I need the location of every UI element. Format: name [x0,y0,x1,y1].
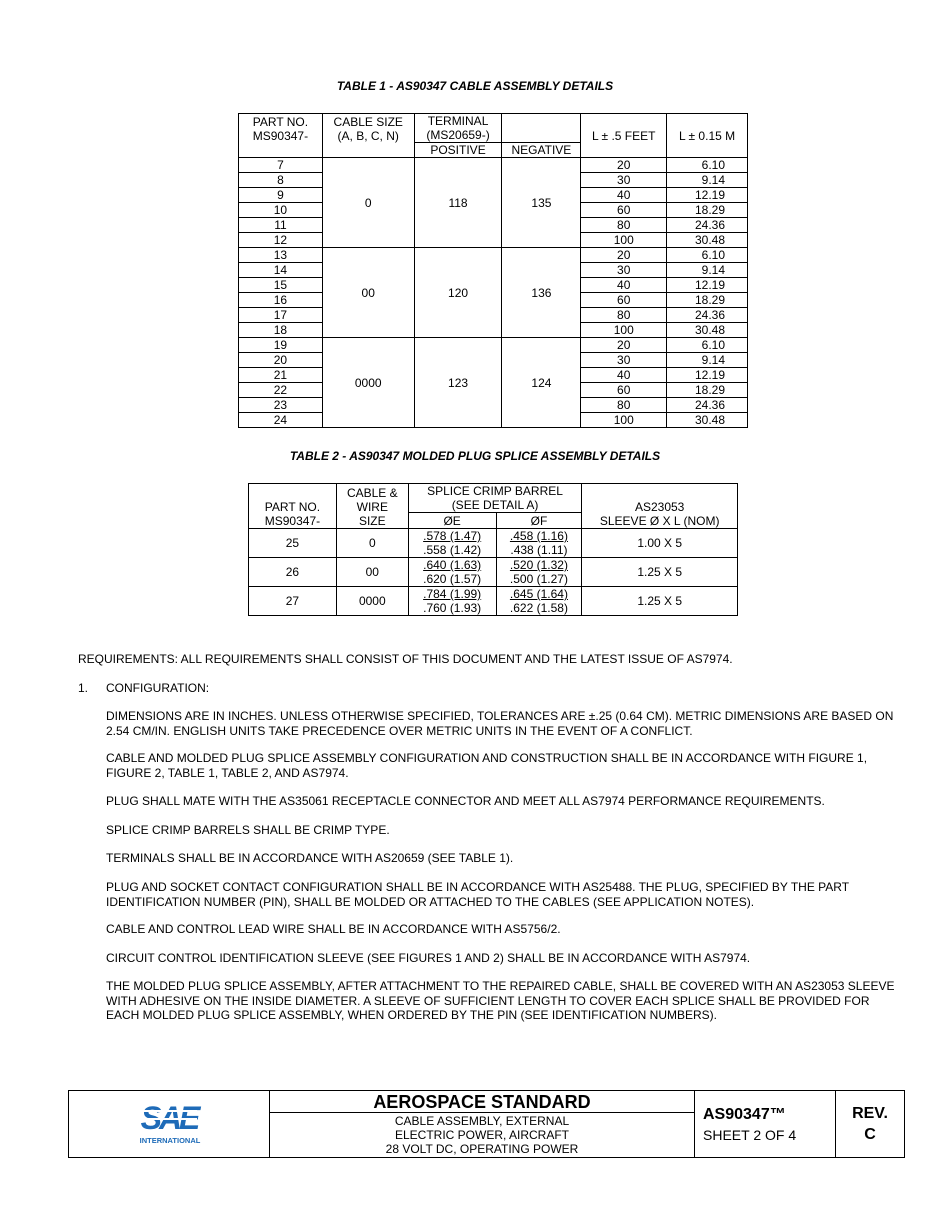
t2-header-part-no [249,484,337,529]
docno-cell [695,1091,836,1157]
t1-header-l-feet: L ± .5 FEET [581,114,667,143]
paragraph: CABLE AND CONTROL LEAD WIRE SHALL BE IN ACCORDANCE WITH AS5756/2. [106,922,561,936]
t2-h-part-no-2: MS90347- [264,514,321,528]
t1-h-part-no-2: MS90347- [252,128,309,143]
paragraph: PLUG SHALL MATE WITH THE AS35061 RECEPTACLE CONNECTOR AND MEET ALL AS7974 PERFORMANCE REQUIREMENTS. [106,794,825,808]
t2-size: 00 [336,558,408,587]
table2 [248,483,738,616]
t1-part-no: 24 [239,413,323,428]
t1-header-negative: NEGATIVE [502,143,581,158]
t1-positive: 123 [414,338,502,428]
t1-length-m: 9.14 [667,263,748,278]
t2-h-splice-2: (SEE DETAIL A) [451,498,539,512]
t1-length-m: 12.19 [667,278,748,293]
t1-h-cable-size-2: (A, B, C, N) [337,128,399,143]
t1-length-feet: 80 [581,398,667,413]
sheet-number: SHEET 2 OF 4 [703,1127,797,1143]
t1-length-feet: 40 [581,188,667,203]
t2-header-sleeve [582,484,738,529]
t1-length-m: 6.10 [667,158,748,173]
revision-value: C [864,1126,876,1143]
t1-length-m: 9.14 [667,353,748,368]
t1-header-terminal [414,114,502,143]
t2-e-max: .578 (1.47) [408,529,496,544]
subtitle-line: ELECTRIC POWER, AIRCRAFT [394,1128,570,1142]
t1-part-no: 11 [239,218,323,233]
table1-subheader-row [239,143,748,158]
t2-part-no: 25 [249,529,337,558]
t2-h-part-no-1: PART NO. [264,500,321,514]
paragraph: PLUG AND SOCKET CONTACT CONFIGURATION SHALL BE IN ACCORDANCE WITH AS25488. THE PLUG, SPECIFIED BY THE PART IDENTIFICATION NUMBER (PIN), SHALL BE MOLDED OR ATTACHED TO THE CABLES (SEE APPLICATION NOTES). [106,880,849,909]
t1-negative: 136 [502,248,581,338]
paragraph: SPLICE CRIMP BARRELS SHALL BE CRIMP TYPE. [106,823,390,837]
table1-body [239,158,748,428]
t1-length-feet: 60 [581,203,667,218]
t1-length-m: 24.36 [667,308,748,323]
paragraph: THE MOLDED PLUG SPLICE ASSEMBLY, AFTER ATTACHMENT TO THE REPAIRED CABLE, SHALL BE COVERED WITH AN AS23053 SLEEVE WITH ADHESIVE ON THE INSIDE DIAMETER. A SLEEVE OF SUFFICIENT LENGTH TO COVER EACH SPLICE SHALL BE PROVIDED FOR EACH MOLDED PLUG SPLICE ASSEMBLY, WHEN ORDERED BY THE PIN (SEE IDENTIFICATION NUMBERS). [106,979,895,1022]
t1-length-feet: 100 [581,413,667,428]
table1-header-row [239,114,748,143]
t1-part-no: 15 [239,278,323,293]
t1-part-no: 23 [239,398,323,413]
t1-sub-blank-1 [239,143,323,158]
t1-part-no: 17 [239,308,323,323]
t1-positive: 120 [414,248,502,338]
t1-h-terminal-1: TERMINAL [427,114,489,128]
t1-length-m: 18.29 [667,293,748,308]
t2-part-no: 27 [249,587,337,616]
t1-part-no: 8 [239,173,323,188]
t1-length-feet: 30 [581,173,667,188]
table1-title: TABLE 1 - AS90347 CABLE ASSEMBLY DETAILS [336,79,614,93]
t1-part-no: 9 [239,188,323,203]
t2-f-min: .438 (1.11) [496,543,582,558]
t2-sleeve: 1.25 X 5 [582,587,738,616]
t2-f-min: .622 (1.58) [496,601,582,616]
t2-header-splice [408,484,582,513]
t2-h-cw-1: CABLE & [346,486,398,500]
sae-logo-icon [69,1091,269,1157]
table2-row [249,587,738,602]
t1-length-m: 12.19 [667,368,748,383]
t1-part-no: 19 [239,338,323,353]
t1-length-m: 18.29 [667,383,748,398]
table1-row [239,248,748,263]
t1-length-feet: 20 [581,158,667,173]
section-label: CONFIGURATION: [106,681,210,695]
t2-header-of: ØF [496,513,582,529]
t1-length-m: 9.14 [667,173,748,188]
t1-h-terminal-2: (MS20659-) [426,128,490,142]
logo-subtext: INTERNATIONAL [139,1136,201,1145]
t2-h-cw-3: SIZE [358,514,386,528]
t1-sub-blank-3 [581,143,667,158]
t2-f-min: .500 (1.27) [496,572,582,587]
t1-negative: 124 [502,338,581,428]
table1-row [239,338,748,353]
revision-label: REV. [852,1105,888,1122]
t1-header-part-no [239,114,323,143]
t1-length-m: 6.10 [667,338,748,353]
table2-row [249,529,738,544]
t1-length-m: 30.48 [667,233,748,248]
table1 [238,113,748,428]
t2-e-min: .558 (1.42) [408,543,496,558]
table2-title: TABLE 2 - AS90347 MOLDED PLUG SPLICE ASSEMBLY DETAILS [289,449,661,463]
t1-cable-size: 0000 [322,338,414,428]
table1-row [239,158,748,173]
t2-size: 0 [336,529,408,558]
t1-length-m: 6.10 [667,248,748,263]
t2-sleeve: 1.00 X 5 [582,529,738,558]
table2-row [249,558,738,573]
t2-header-cable-wire [336,484,408,529]
standard-title: AEROSPACE STANDARD [270,1091,694,1113]
paragraph: CABLE AND MOLDED PLUG SPLICE ASSEMBLY CONFIGURATION AND CONSTRUCTION SHALL BE IN ACCORDANCE WITH FIGURE 1, FIGURE 2, TABLE 1, TABLE 2, AND AS7974. [106,751,868,780]
t1-part-no: 12 [239,233,323,248]
title-block [68,1090,905,1158]
t1-h-cable-size-1: CABLE SIZE [333,114,403,129]
t1-length-feet: 30 [581,353,667,368]
t2-size: 0000 [336,587,408,616]
t1-part-no: 13 [239,248,323,263]
t1-part-no: 22 [239,383,323,398]
t2-f-max: .458 (1.16) [496,529,582,544]
t1-length-feet: 80 [581,308,667,323]
paragraph: CIRCUIT CONTROL IDENTIFICATION SLEEVE (SEE FIGURES 1 AND 2) SHALL BE IN ACCORDANCE WITH AS7974. [106,951,751,965]
t2-f-max: .520 (1.32) [496,558,582,573]
subtitle-line: 28 VOLT DC, OPERATING POWER [385,1142,579,1156]
t2-h-cw-2: WIRE [356,500,388,514]
t1-length-feet: 100 [581,233,667,248]
table2-header-row [249,484,738,513]
t1-length-feet: 20 [581,248,667,263]
t1-part-no: 20 [239,353,323,368]
t2-sleeve: 1.25 X 5 [582,558,738,587]
t1-length-m: 24.36 [667,398,748,413]
t1-part-no: 16 [239,293,323,308]
t1-length-feet: 60 [581,383,667,398]
revision [835,1103,905,1145]
paragraph: TERMINALS SHALL BE IN ACCORDANCE WITH AS20659 (SEE TABLE 1). [106,851,514,865]
t2-e-max: .784 (1.99) [408,587,496,602]
t1-sub-blank-2 [322,143,414,158]
t1-length-m: 30.48 [667,323,748,338]
t1-negative: 135 [502,158,581,248]
requirements-text: REQUIREMENTS: ALL REQUIREMENTS SHALL CONSIST OF THIS DOCUMENT AND THE LATEST ISSUE OF AS7974. [78,652,733,666]
t1-length-feet: 30 [581,263,667,278]
t2-f-max: .645 (1.64) [496,587,582,602]
t1-part-no: 7 [239,158,323,173]
t1-length-feet: 40 [581,278,667,293]
table2-body [249,529,738,616]
logo-mark: SAE [140,1100,198,1136]
t1-length-feet: 20 [581,338,667,353]
t2-h-sleeve-1: AS23053 [634,500,685,514]
t1-length-m: 24.36 [667,218,748,233]
t1-positive: 118 [414,158,502,248]
t1-length-feet: 100 [581,323,667,338]
t2-part-no: 26 [249,558,337,587]
t1-length-m: 30.48 [667,413,748,428]
paragraph: DIMENSIONS ARE IN INCHES. UNLESS OTHERWISE SPECIFIED, TOLERANCES ARE ±.25 (0.64 CM). METRIC DIMENSIONS ARE BASED ON 2.54 CM/IN. ENGLISH UNITS TAKE PRECEDENCE OVER METRIC UNITS IN THE EVENT OF A CONFLICT. [106,709,894,738]
t1-cable-size: 00 [322,248,414,338]
t1-part-no: 18 [239,323,323,338]
t1-header-blank [502,114,581,143]
standard-subtitle [270,1114,694,1156]
t1-cable-size: 0 [322,158,414,248]
sae-logo [69,1091,269,1157]
subtitle-line: CABLE ASSEMBLY, EXTERNAL [394,1114,570,1128]
t1-header-positive: POSITIVE [414,143,502,158]
t1-length-m: 18.29 [667,203,748,218]
t2-h-sleeve-2: SLEEVE Ø X L (NOM) [599,514,720,528]
t1-part-no: 10 [239,203,323,218]
t1-length-feet: 40 [581,368,667,383]
t2-e-min: .620 (1.57) [408,572,496,587]
t1-length-feet: 80 [581,218,667,233]
t2-e-min: .760 (1.93) [408,601,496,616]
t1-part-no: 14 [239,263,323,278]
t1-part-no: 21 [239,368,323,383]
document-number: AS90347™ [703,1106,786,1123]
t2-e-max: .640 (1.63) [408,558,496,573]
t1-length-feet: 60 [581,293,667,308]
t1-header-l-m: L ± 0.15 M [667,114,748,143]
t1-h-part-no-1: PART NO. [252,114,309,129]
t2-h-splice-1: SPLICE CRIMP BARREL [427,484,563,498]
section-number: 1. [78,681,89,695]
t1-length-m: 12.19 [667,188,748,203]
t1-header-cable-size [322,114,414,143]
t1-sub-blank-4 [667,143,748,158]
t2-header-oe: ØE [408,513,496,529]
